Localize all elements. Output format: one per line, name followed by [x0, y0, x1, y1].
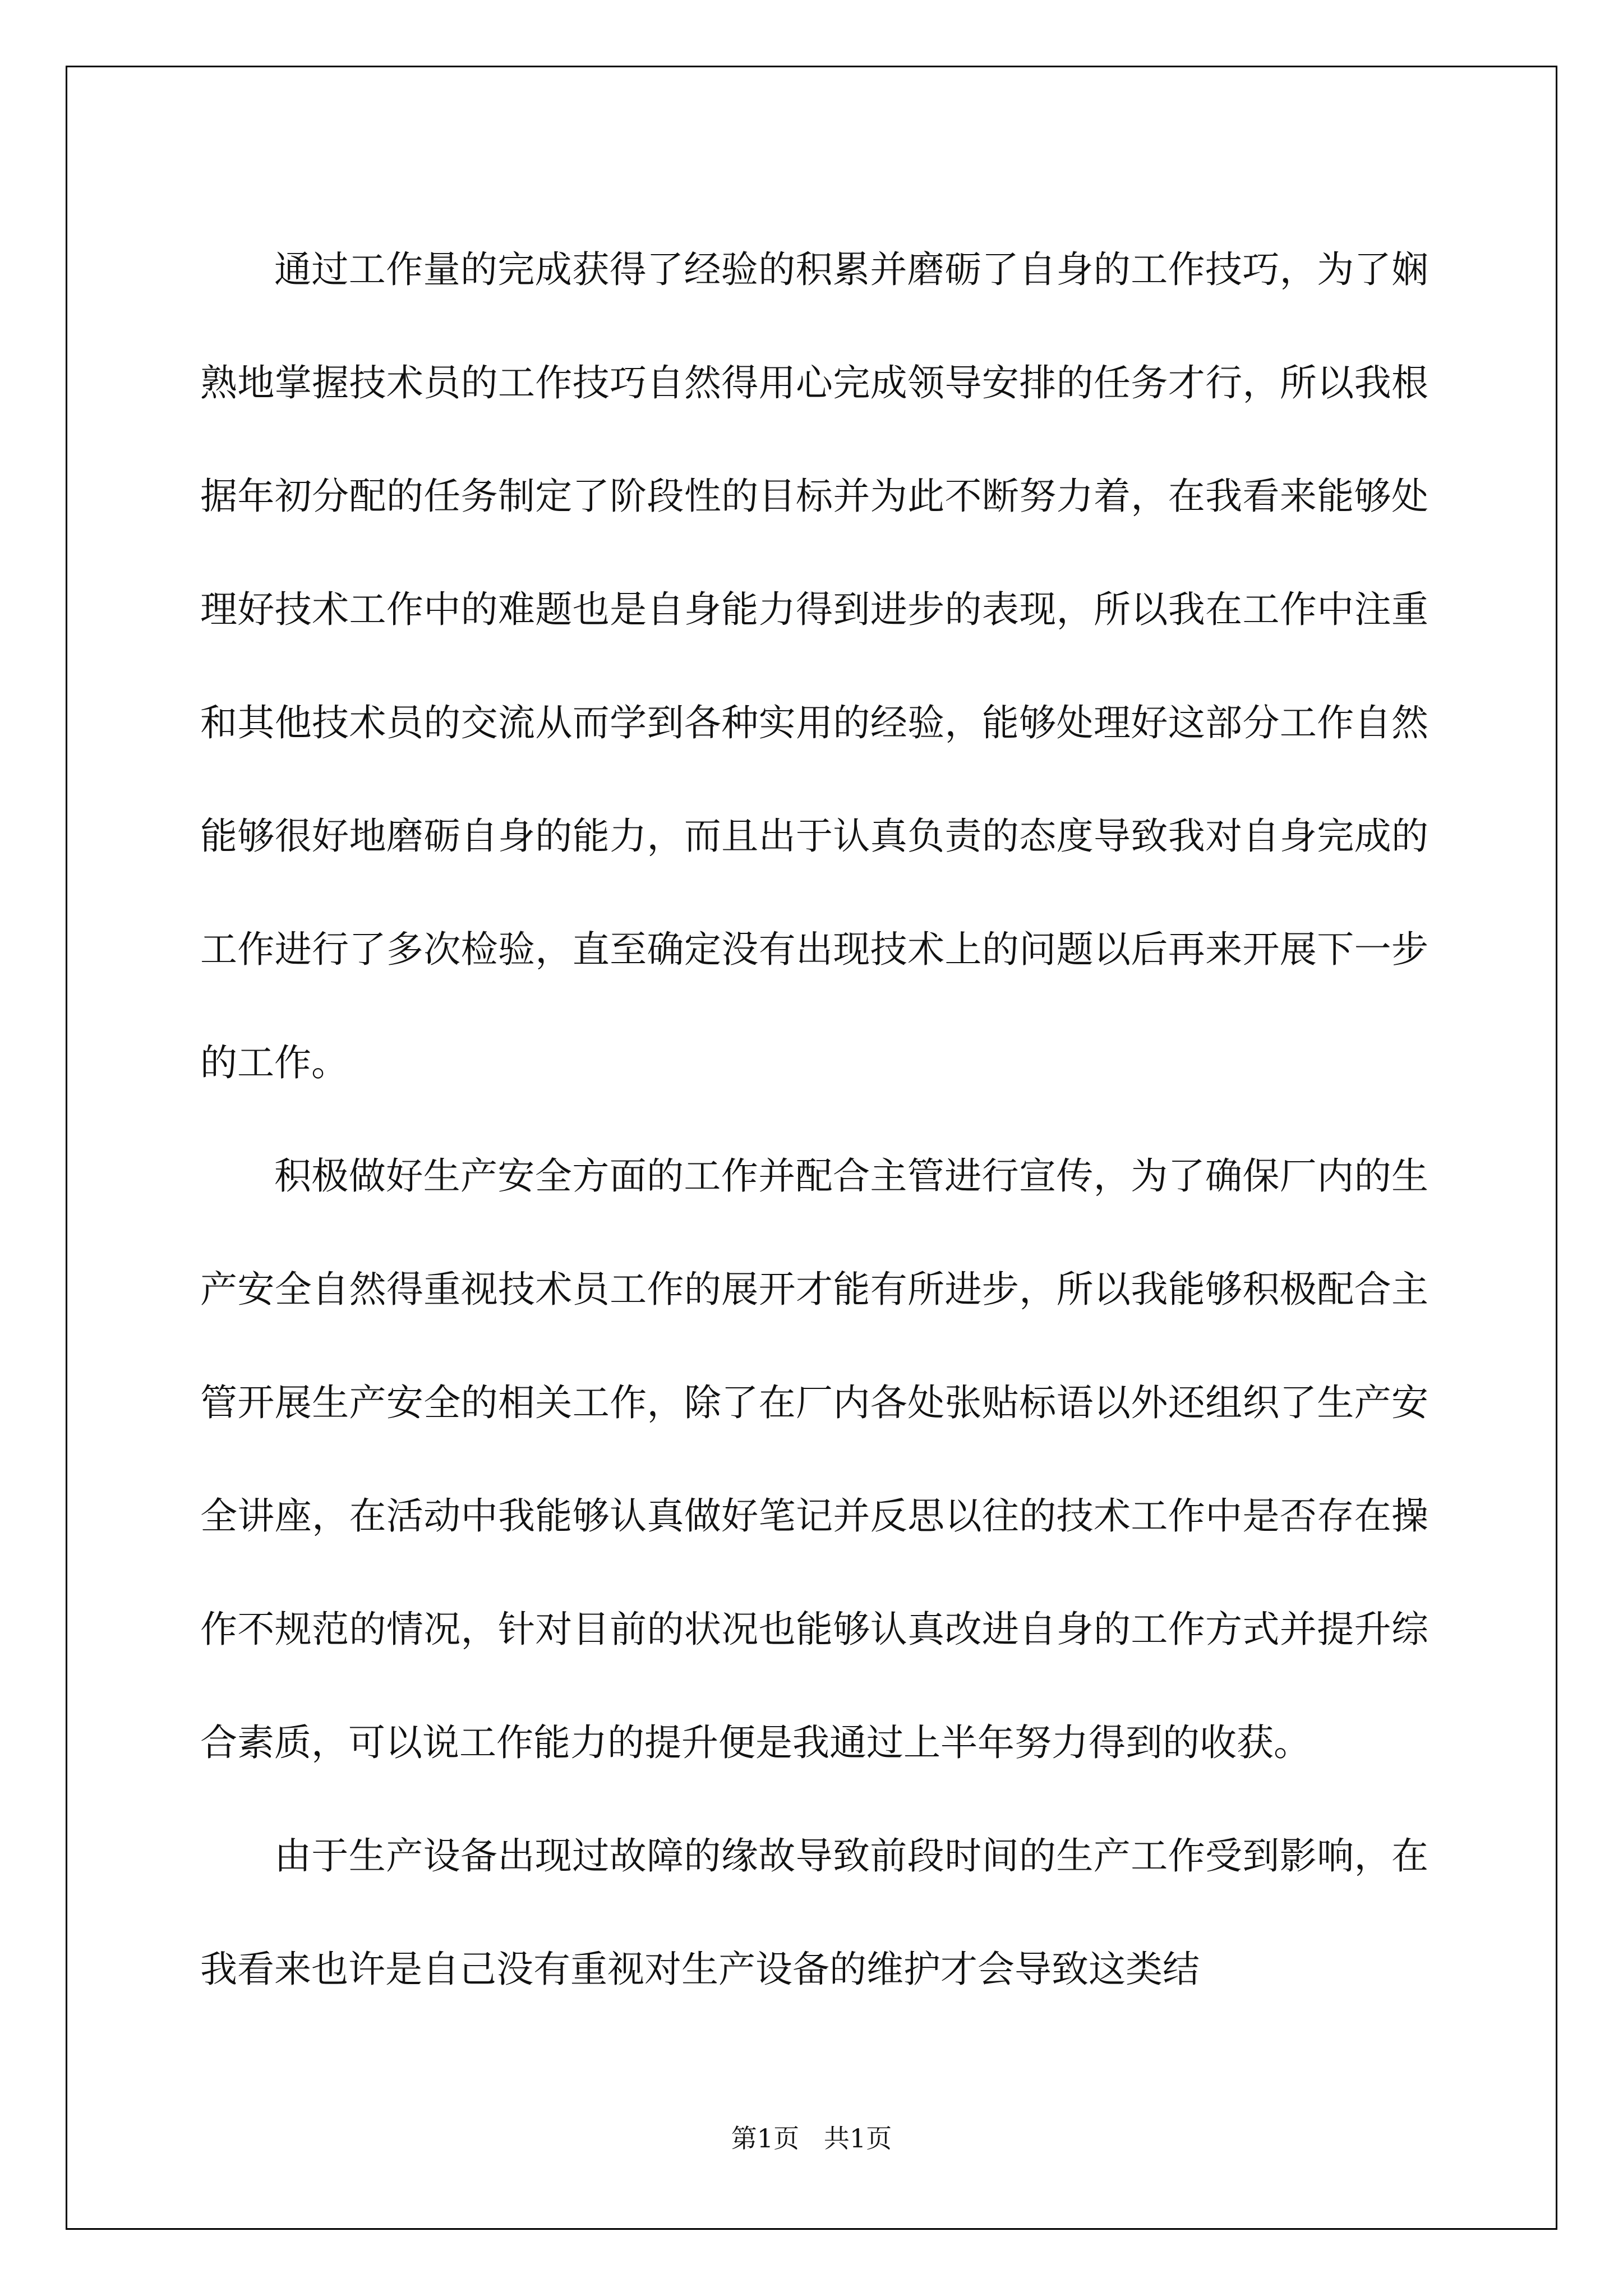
paragraph-2: 积极做好生产安全方面的工作并配合主管进行宣传，为了确保厂内的生产安全自然得重视技术员工作的展开才能有所进步，所以我能够积极配合主管开展生产安全的相关工作，除了在厂内各处张贴标语以外还组织了生产安全讲座，在活动中我能够认真做好笔记并反思以往的技术工作中是否存在操作不规范的情况，针对目前的状况也能够认真改进自身的工作方式并提升综合素质，可以说工作能力的提升便是我通过上半年努力得到的收获。: [200, 1154, 1428, 1764]
paragraph-3: 由于生产设备出现过故障的缘故导致前段时间的生产工作受到影响，在我看来也许是自己没有重视对生产设备的维护才会导致这类结: [200, 1834, 1428, 1991]
page-footer: 第1页 共1页: [731, 2123, 892, 2154]
document-body: [200, 213, 1428, 2026]
paragraph-1: 通过工作量的完成获得了经验的积累并磨砺了自身的工作技巧，为了娴熟地掌握技术员的工作技巧自然得用心完成领导安排的任务才行，所以我根据年初分配的任务制定了阶段性的目标并为此不断努力着，在我看来能够处理好技术工作中的难题也是自身能力得到进步的表现，所以我在工作中注重和其他技术员的交流从而学到各种实用的经验，能够处理好这部分工作自然能够很好地磨砺自身的能力，而且出于认真负责的态度导致我对自身完成的工作进行了多次检验，直至确定没有出现技术上的问题以后再来开展下一步的工作。: [200, 248, 1428, 1084]
